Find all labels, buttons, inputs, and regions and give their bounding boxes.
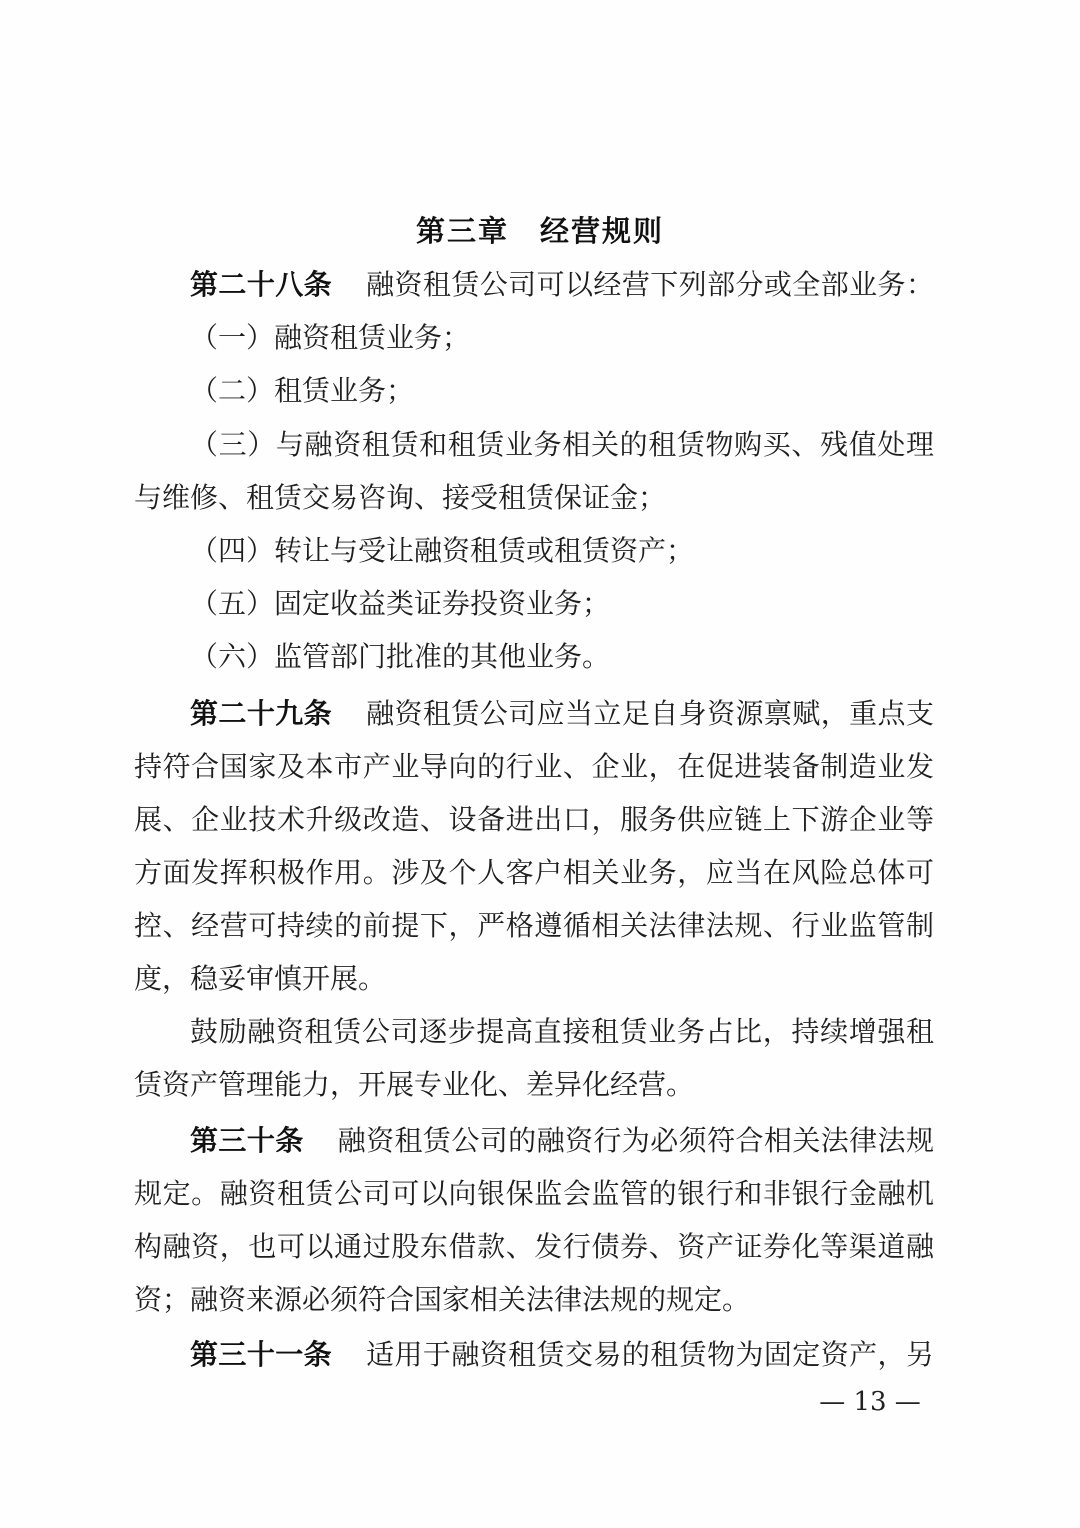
article-28-item-3: （三）与融资租赁和租赁业务相关的租赁物购买、残值处理: [190, 428, 934, 461]
article-28-item-2: （二）租赁业务；: [190, 374, 415, 407]
article-29-label: 第二十九条: [190, 697, 333, 730]
article-28-item-5: （五）固定收益类证券投资业务；: [190, 587, 611, 620]
article-31-label: 第三十一条: [190, 1338, 333, 1371]
article-30-line-3: 构融资，也可以通过股东借款、发行债券、资产证券化等渠道融: [134, 1230, 934, 1263]
article-28-first-line: [190, 258, 934, 311]
article-28-label: 第二十八条: [190, 268, 333, 301]
article-29-line-4: 方面发挥积极作用。涉及个人客户相关业务，应当在风险总体可: [134, 856, 934, 889]
article-28-item-4: （四）转让与受让融资租赁或租赁资产；: [190, 534, 695, 567]
article-29-line-6: 度，稳妥审慎开展。: [134, 962, 387, 995]
article-29-intro: 融资租赁公司应当立足自身资源禀赋，重点支: [366, 697, 934, 730]
article-28-item-6: （六）监管部门批准的其他业务。: [190, 640, 611, 673]
page-number: — 13 —: [819, 1387, 921, 1417]
article-29-line-3: 展、企业技术升级改造、设备进出口，服务供应链上下游企业等: [134, 803, 934, 836]
article-30-first-line: [190, 1114, 934, 1167]
article-29-para2-line-1: 鼓励融资租赁公司逐步提高直接租赁业务占比，持续增强租: [190, 1015, 934, 1048]
article-30-line-4: 资；融资来源必须符合国家相关法律法规的规定。: [134, 1283, 751, 1316]
chapter-title: 第三章 经营规则: [415, 214, 664, 248]
article-29-first-line: [190, 687, 934, 740]
article-29-line-5: 控、经营可持续的前提下，严格遵循相关法律法规、行业监管制: [134, 909, 934, 942]
article-29-line-2: 持符合国家及本市产业导向的行业、企业，在促进装备制造业发: [134, 750, 934, 783]
article-28-item-3-cont: 与维修、租赁交易咨询、接受租赁保证金；: [134, 481, 667, 514]
article-30-intro: 融资租赁公司的融资行为必须符合相关法律法规: [337, 1124, 934, 1157]
article-28-item-1: （一）融资租赁业务；: [190, 321, 471, 354]
article-28-intro: 融资租赁公司可以经营下列部分或全部业务：: [366, 268, 934, 301]
article-29-para2-line-2: 赁资产管理能力，开展专业化、差异化经营。: [134, 1068, 695, 1101]
article-30-label: 第三十条: [190, 1124, 304, 1157]
article-31-intro: 适用于融资租赁交易的租赁物为固定资产，另: [366, 1338, 934, 1371]
article-31-first-line: [190, 1328, 934, 1381]
article-30-line-2: 规定。融资租赁公司可以向银保监会监管的银行和非银行金融机: [134, 1177, 934, 1210]
